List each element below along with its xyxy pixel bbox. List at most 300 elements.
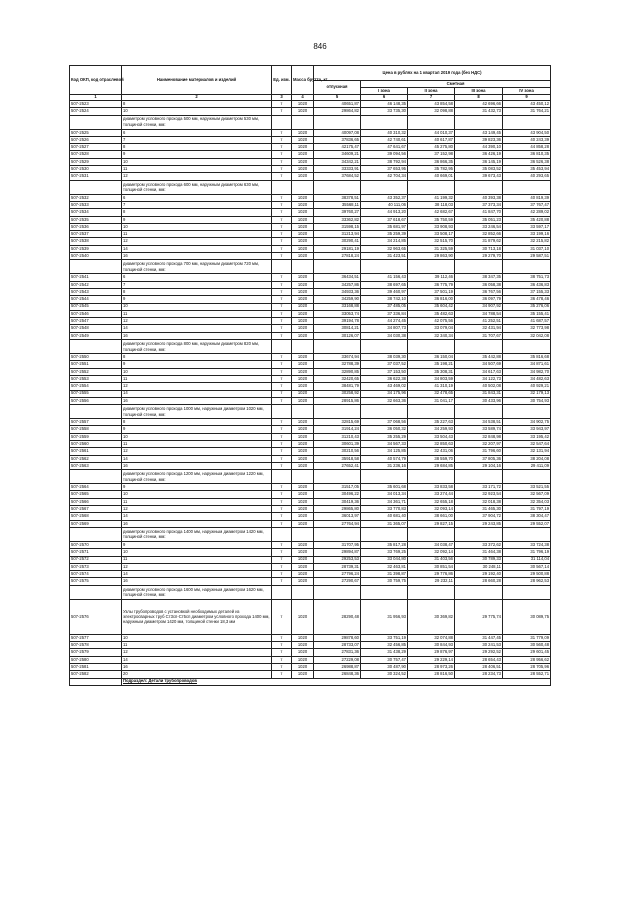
- zone-4-price: 32 042,08: [503, 332, 551, 339]
- product-name: 10: [122, 549, 272, 556]
- product-name: 9: [122, 361, 272, 368]
- empty-cell: [70, 678, 122, 685]
- product-name: 12: [122, 383, 272, 390]
- group-description: диаметром условного прохода 800 мм, наружным диаметром 820 мм, толщиной стенки, мм:: [122, 340, 272, 354]
- zone-4-price: 32 215,82: [503, 238, 551, 245]
- product-name: 12: [122, 448, 272, 455]
- mass-cell: 1020: [292, 556, 314, 563]
- table-row: [70, 642, 551, 649]
- zone-2-price: 32 431,06: [408, 448, 455, 455]
- zone-3-price: 36 097,79: [455, 296, 503, 303]
- unit-cell: т: [272, 634, 292, 641]
- zone-1-price: 35 817,28: [361, 541, 408, 548]
- zone-3-price: 35 442,88: [455, 354, 503, 361]
- zone-2-price: 32 655,18: [408, 498, 455, 505]
- empty-cell: [70, 585, 122, 599]
- zone-2-price: 45 275,80: [408, 144, 455, 151]
- product-code: 507-2570: [70, 541, 122, 548]
- group-description: диаметром условного прохода 1000 мм, наружным диаметром 1020 мм, толщиной стенки, мм:: [122, 405, 272, 419]
- unit-cell: т: [272, 578, 292, 585]
- zone-1-price: 32 663,36: [361, 397, 408, 404]
- zone-2-price: 37 152,98: [408, 151, 455, 158]
- product-name: 10: [122, 223, 272, 230]
- zone-2-price: 31 403,56: [408, 556, 455, 563]
- product-name: 8: [122, 288, 272, 295]
- unit-cell: т: [272, 151, 292, 158]
- zone-4-price: 36 436,83: [503, 281, 551, 288]
- unit-cell: т: [272, 549, 292, 556]
- zone-4-price: 31 796,19: [503, 549, 551, 556]
- table-row: [70, 397, 551, 404]
- zone-1-price: 30 487,90: [361, 663, 408, 670]
- product-code: 507-2555: [70, 390, 122, 397]
- zone-2-price: 41 199,32: [408, 194, 455, 201]
- unit-cell: т: [272, 506, 292, 513]
- zone-3-price: 31 796,60: [455, 448, 503, 455]
- zone-1-price: 40 111,06: [361, 201, 408, 208]
- table-row: [70, 166, 551, 173]
- zone-3-price: 34 907,92: [455, 303, 503, 310]
- product-name: 16: [122, 462, 272, 469]
- product-code: 507-2545: [70, 303, 122, 310]
- table-row: [70, 173, 551, 180]
- zone-3-price: 39 673,43: [455, 173, 503, 180]
- zone-3-price: 31 447,45: [455, 634, 503, 641]
- release-price: 39760,27: [314, 209, 361, 216]
- mass-cell: 1020: [292, 541, 314, 548]
- table-row: [70, 296, 551, 303]
- mass-cell: 1020: [292, 649, 314, 656]
- release-price: 35918,58: [314, 455, 361, 462]
- empty-cell: [361, 115, 408, 129]
- table-row: [70, 158, 551, 165]
- table-row: [70, 426, 551, 433]
- empty-cell: [361, 585, 408, 599]
- product-code: 507-2560: [70, 440, 122, 447]
- empty-cell: [503, 527, 551, 541]
- unit-cell: т: [272, 419, 292, 426]
- product-code: 507-2574: [70, 571, 122, 578]
- release-price: 34933,36: [314, 288, 361, 295]
- zone-1-price: 38 792,94: [361, 158, 408, 165]
- zone-1-price: 42 704,34: [361, 173, 408, 180]
- zone-4-price: 28 705,96: [503, 663, 551, 670]
- table-row: [70, 310, 551, 317]
- product-code: 507-2569: [70, 520, 122, 527]
- mass-cell: 1020: [292, 440, 314, 447]
- table-row: [70, 325, 551, 332]
- zone-1-price: 31 956,93: [361, 599, 408, 634]
- table-row: [70, 318, 551, 325]
- zone-3-price: 37 373,34: [455, 201, 503, 208]
- mass-cell: 1020: [292, 513, 314, 520]
- header-code: Код ОКП, код отраслевой: [70, 66, 122, 95]
- empty-cell: [314, 405, 361, 419]
- zone-2-price: 38 661,00: [408, 513, 455, 520]
- unit-cell: т: [272, 433, 292, 440]
- unit-cell: т: [272, 663, 292, 670]
- zone-1-price: 31 398,87: [361, 571, 408, 578]
- zone-3-price: 31 464,38: [455, 549, 503, 556]
- zone-3-price: 40 393,38: [455, 194, 503, 201]
- release-price: 27818,24: [314, 253, 361, 260]
- mass-cell: 1020: [292, 663, 314, 670]
- zone-1-price: 34 125,85: [361, 448, 408, 455]
- column-index: 9: [503, 95, 551, 101]
- zone-3-price: 33 372,62: [455, 541, 503, 548]
- empty-cell: [292, 180, 314, 194]
- release-price: 34259,90: [314, 296, 361, 303]
- mass-cell: 1020: [292, 209, 314, 216]
- product-code: 507-2528: [70, 151, 122, 158]
- product-code: 507-2577: [70, 634, 122, 641]
- product-code: 507-2556: [70, 397, 122, 404]
- release-price: 32420,65: [314, 375, 361, 382]
- product-name: 14: [122, 455, 272, 462]
- zone-2-price: 30 851,54: [408, 563, 455, 570]
- product-name: 10: [122, 303, 272, 310]
- empty-cell: [503, 260, 551, 274]
- zone-1-price: 33 751,19: [361, 634, 408, 641]
- product-code: 507-2529: [70, 158, 122, 165]
- release-price: 30496,22: [314, 491, 361, 498]
- product-code: 507-2547: [70, 318, 122, 325]
- empty-cell: [408, 340, 455, 354]
- zone-4-price: 35 816,68: [503, 354, 551, 361]
- product-name: 10: [122, 433, 272, 440]
- group-description: диаметром условного прохода 1200 мм, наружным диаметром 1220 мм, толщиной стенки, мм:: [122, 470, 272, 484]
- mass-cell: 1020: [292, 253, 314, 260]
- zone-3-price: 38 347,35: [455, 274, 503, 281]
- zone-1-price: 34 175,96: [361, 390, 408, 397]
- zone-1-price: 31 365,07: [361, 520, 408, 527]
- table-row: [70, 491, 551, 498]
- zone-2-price: 35 750,59: [408, 216, 455, 223]
- empty-cell: [503, 405, 551, 419]
- mass-cell: 1020: [292, 245, 314, 252]
- mass-cell: 1020: [292, 231, 314, 238]
- product-code: 507-2540: [70, 253, 122, 260]
- zone-1-price: 32 963,65: [361, 245, 408, 252]
- product-name: 11: [122, 375, 272, 382]
- zone-4-price: 29 411,09: [503, 462, 551, 469]
- empty-cell: [503, 585, 551, 599]
- zone-2-price: 39 112,46: [408, 274, 455, 281]
- table-row: [70, 144, 551, 151]
- zone-1-price: 34 013,34: [361, 491, 408, 498]
- unit-cell: т: [272, 231, 292, 238]
- table-row: [70, 129, 551, 136]
- table-row: [70, 455, 551, 462]
- mass-cell: 1020: [292, 520, 314, 527]
- zone-4-price: 34 871,61: [503, 361, 551, 368]
- product-name: Узлы трубопроводов с установкой необходимых деталей из электросварных труб Ст3сп-Ст5сп диаметром условного прохода 1400 мм, наружным диаметром 1420 мм, толщиной стенки 18,3 мм: [122, 599, 272, 634]
- product-code: 507-2558: [70, 426, 122, 433]
- group-description-row: [70, 405, 551, 419]
- product-code: 507-2536: [70, 223, 122, 230]
- product-name: 8: [122, 354, 272, 361]
- product-code: 507-2527: [70, 144, 122, 151]
- product-code: 507-2562: [70, 455, 122, 462]
- release-price: 27652,41: [314, 462, 361, 469]
- zone-1-price: 33 770,83: [361, 506, 408, 513]
- zone-1-price: 37 068,56: [361, 419, 408, 426]
- table-row: [70, 440, 551, 447]
- column-index: 3: [272, 95, 292, 101]
- empty-cell: [503, 470, 551, 484]
- zone-4-price: 41 687,57: [503, 318, 551, 325]
- header-price-group: Цена в рублях на 1 квартал 2019 года (без НДС): [314, 66, 551, 81]
- release-price: 36434,51: [314, 274, 361, 281]
- product-name: 8: [122, 101, 272, 108]
- empty-cell: [70, 527, 122, 541]
- product-name: 11: [122, 498, 272, 505]
- zone-4-price: 37 767,47: [503, 201, 551, 208]
- empty-cell: [408, 405, 455, 419]
- zone-2-price: 38 559,70: [408, 455, 455, 462]
- unit-cell: т: [272, 375, 292, 382]
- zone-1-price: 38 697,65: [361, 281, 408, 288]
- release-price: 34342,21: [314, 158, 361, 165]
- zone-2-price: 40 617,87: [408, 136, 455, 143]
- unit-cell: т: [272, 556, 292, 563]
- zone-1-price: 34 361,71: [361, 498, 408, 505]
- table-row: [70, 101, 551, 108]
- unit-cell: т: [272, 281, 292, 288]
- header-mass: Масса брутто, кг: [292, 66, 314, 95]
- zone-4-price: 38 204,08: [503, 455, 551, 462]
- unit-cell: т: [272, 513, 292, 520]
- release-price: 29181,19: [314, 245, 361, 252]
- unit-cell: т: [272, 209, 292, 216]
- zone-1-price: 30 757,47: [361, 656, 408, 663]
- zone-1-price: 34 807,73: [361, 325, 408, 332]
- empty-cell: [292, 585, 314, 599]
- zone-2-price: 29 827,15: [408, 520, 455, 527]
- unit-cell: т: [272, 296, 292, 303]
- zone-2-price: 35 308,31: [408, 368, 455, 375]
- unit-cell: т: [272, 455, 292, 462]
- price-table: [69, 65, 551, 686]
- zone-3-price: 34 617,63: [455, 368, 503, 375]
- mass-cell: 1020: [292, 288, 314, 295]
- zone-2-price: 32 850,63: [408, 440, 455, 447]
- zone-4-price: 35 453,94: [503, 166, 551, 173]
- group-description-row: [70, 585, 551, 599]
- zone-3-price: 34 788,54: [455, 310, 503, 317]
- release-price: 39194,78: [314, 318, 361, 325]
- mass-cell: 1020: [292, 151, 314, 158]
- zone-4-price: 32 567,09: [503, 491, 551, 498]
- mass-cell: 1020: [292, 549, 314, 556]
- mass-cell: 1020: [292, 144, 314, 151]
- product-code: 507-2526: [70, 136, 122, 143]
- zone-1-price: 34 567,33: [361, 440, 408, 447]
- zone-2-price: 31 041,17: [408, 397, 455, 404]
- zone-2-price: 33 508,17: [408, 231, 455, 238]
- zone-1-price: 32 456,85: [361, 642, 408, 649]
- release-price: 35568,11: [314, 201, 361, 208]
- zone-3-price: 30 433,96: [455, 397, 503, 404]
- release-price: 33362,82: [314, 216, 361, 223]
- release-price: 32815,69: [314, 419, 361, 426]
- zone-3-price: 30 713,18: [455, 245, 503, 252]
- zone-4-price: 30 560,48: [503, 642, 551, 649]
- release-price: 26848,36: [314, 671, 361, 678]
- zone-1-price: 41 156,43: [361, 274, 408, 281]
- zone-1-price: 42 740,61: [361, 136, 408, 143]
- release-price: 36013,97: [314, 513, 361, 520]
- zone-3-price: 30 248,11: [455, 563, 503, 570]
- table-row: [70, 419, 551, 426]
- zone-2-price: 32 074,88: [408, 634, 455, 641]
- table-row: [70, 368, 551, 375]
- unit-cell: т: [272, 541, 292, 548]
- product-name: 9: [122, 426, 272, 433]
- zone-3-price: 33 246,54: [455, 223, 503, 230]
- product-name: 9: [122, 484, 272, 491]
- mass-cell: 1020: [292, 498, 314, 505]
- zone-3-price: 36 058,38: [455, 281, 503, 288]
- zone-1-price: 37 336,84: [361, 310, 408, 317]
- product-code: 507-2568: [70, 513, 122, 520]
- zone-2-price: 29 863,90: [408, 253, 455, 260]
- table-row: [70, 108, 551, 115]
- zone-2-price: 36 866,35: [408, 158, 455, 165]
- zone-4-price: 43 904,50: [503, 129, 551, 136]
- group-description: диаметром условного прохода 1400 мм, наружным диаметром 1420 мм, толщиной стенки, мм:: [122, 527, 272, 541]
- unit-cell: т: [272, 383, 292, 390]
- zone-4-price: 33 943,97: [503, 426, 551, 433]
- release-price: 42175,47: [314, 144, 361, 151]
- empty-cell: [408, 470, 455, 484]
- release-price: 38378,51: [314, 194, 361, 201]
- release-price: 30814,21: [314, 325, 361, 332]
- zone-3-price: 28 654,43: [455, 656, 503, 663]
- product-code: 507-2573: [70, 563, 122, 570]
- product-name: 11: [122, 231, 272, 238]
- release-price: 30126,07: [314, 332, 361, 339]
- zone-3-price: 33 589,74: [455, 426, 503, 433]
- zone-3-price: 35 051,23: [455, 216, 503, 223]
- product-name: 10: [122, 108, 272, 115]
- release-price: 30258,92: [314, 390, 361, 397]
- product-name: 14: [122, 656, 272, 663]
- mass-cell: 1020: [292, 368, 314, 375]
- empty-cell: [455, 585, 503, 599]
- product-name: 16: [122, 397, 272, 404]
- table-row: [70, 634, 551, 641]
- product-code: 507-2532: [70, 194, 122, 201]
- zone-2-price: 40 669,01: [408, 173, 455, 180]
- zone-4-price: 32 131,94: [503, 448, 551, 455]
- table-row: [70, 448, 551, 455]
- zone-4-price: 28 552,71: [503, 671, 551, 678]
- zone-1-price: 37 153,50: [361, 368, 408, 375]
- table-row: [70, 563, 551, 570]
- unit-cell: т: [272, 288, 292, 295]
- header-zone-4: IV зона: [503, 88, 551, 95]
- unit-cell: т: [272, 642, 292, 649]
- release-price: 33333,91: [314, 166, 361, 173]
- product-name: 11: [122, 310, 272, 317]
- product-code: 507-2578: [70, 642, 122, 649]
- zone-3-price: 29 243,85: [455, 520, 503, 527]
- zone-4-price: 31 037,10: [503, 245, 551, 252]
- empty-cell: [292, 527, 314, 541]
- table-row: [70, 151, 551, 158]
- release-price: 33168,88: [314, 303, 361, 310]
- product-code: 507-2531: [70, 173, 122, 180]
- empty-cell: [408, 527, 455, 541]
- table-row: [70, 288, 551, 295]
- mass-cell: 1020: [292, 419, 314, 426]
- mass-cell: 1020: [292, 375, 314, 382]
- unit-cell: т: [272, 223, 292, 230]
- unit-cell: т: [272, 158, 292, 165]
- product-name: 11: [122, 642, 272, 649]
- zone-3-price: 31 432,73: [455, 108, 503, 115]
- release-price: 29878,60: [314, 634, 361, 641]
- release-price: 29894,87: [314, 549, 361, 556]
- empty-cell: [408, 115, 455, 129]
- table-row: [70, 390, 551, 397]
- product-code: 507-2549: [70, 332, 122, 339]
- product-code: 507-2533: [70, 201, 122, 208]
- table-row: [70, 656, 551, 663]
- zone-3-price: 37 904,72: [455, 513, 503, 520]
- table-row: [70, 303, 551, 310]
- zone-1-price: 35 255,29: [361, 433, 408, 440]
- table-row: [70, 253, 551, 260]
- mass-cell: 1020: [292, 354, 314, 361]
- product-name: 11: [122, 440, 272, 447]
- empty-cell: [314, 470, 361, 484]
- zone-3-price: 36 145,19: [455, 158, 503, 165]
- product-name: 11: [122, 166, 272, 173]
- zone-3-price: 34 538,51: [455, 419, 503, 426]
- mass-cell: 1020: [292, 108, 314, 115]
- zone-2-price: 42 075,56: [408, 318, 455, 325]
- empty-cell: [292, 405, 314, 419]
- product-name: 16: [122, 520, 272, 527]
- product-name: 10: [122, 491, 272, 498]
- table-row: [70, 245, 551, 252]
- unit-cell: т: [272, 462, 292, 469]
- zone-1-price: 43 352,37: [361, 194, 408, 201]
- product-name: 6: [122, 194, 272, 201]
- column-index: 7: [408, 95, 455, 101]
- empty-cell: [292, 115, 314, 129]
- empty-cell: [70, 115, 122, 129]
- header-unit: Ед. изм.: [272, 66, 292, 95]
- zone-1-price: 34 030,38: [361, 332, 408, 339]
- zone-3-price: 32 848,98: [455, 433, 503, 440]
- unit-cell: т: [272, 491, 292, 498]
- release-price: 34257,86: [314, 281, 361, 288]
- empty-cell: [408, 260, 455, 274]
- mass-cell: 1020: [292, 433, 314, 440]
- empty-cell: [455, 405, 503, 419]
- unit-cell: т: [272, 136, 292, 143]
- group-description: диаметром условного прохода 600 мм, наружным диаметром 630 мм, толщиной стенки, мм:: [122, 180, 272, 194]
- zone-1-price: 37 618,67: [361, 216, 408, 223]
- product-code: 507-2566: [70, 498, 122, 505]
- group-description-row: [70, 180, 551, 194]
- group-description-row: [70, 527, 551, 541]
- column-index: 6: [361, 95, 408, 101]
- product-code: 507-2572: [70, 556, 122, 563]
